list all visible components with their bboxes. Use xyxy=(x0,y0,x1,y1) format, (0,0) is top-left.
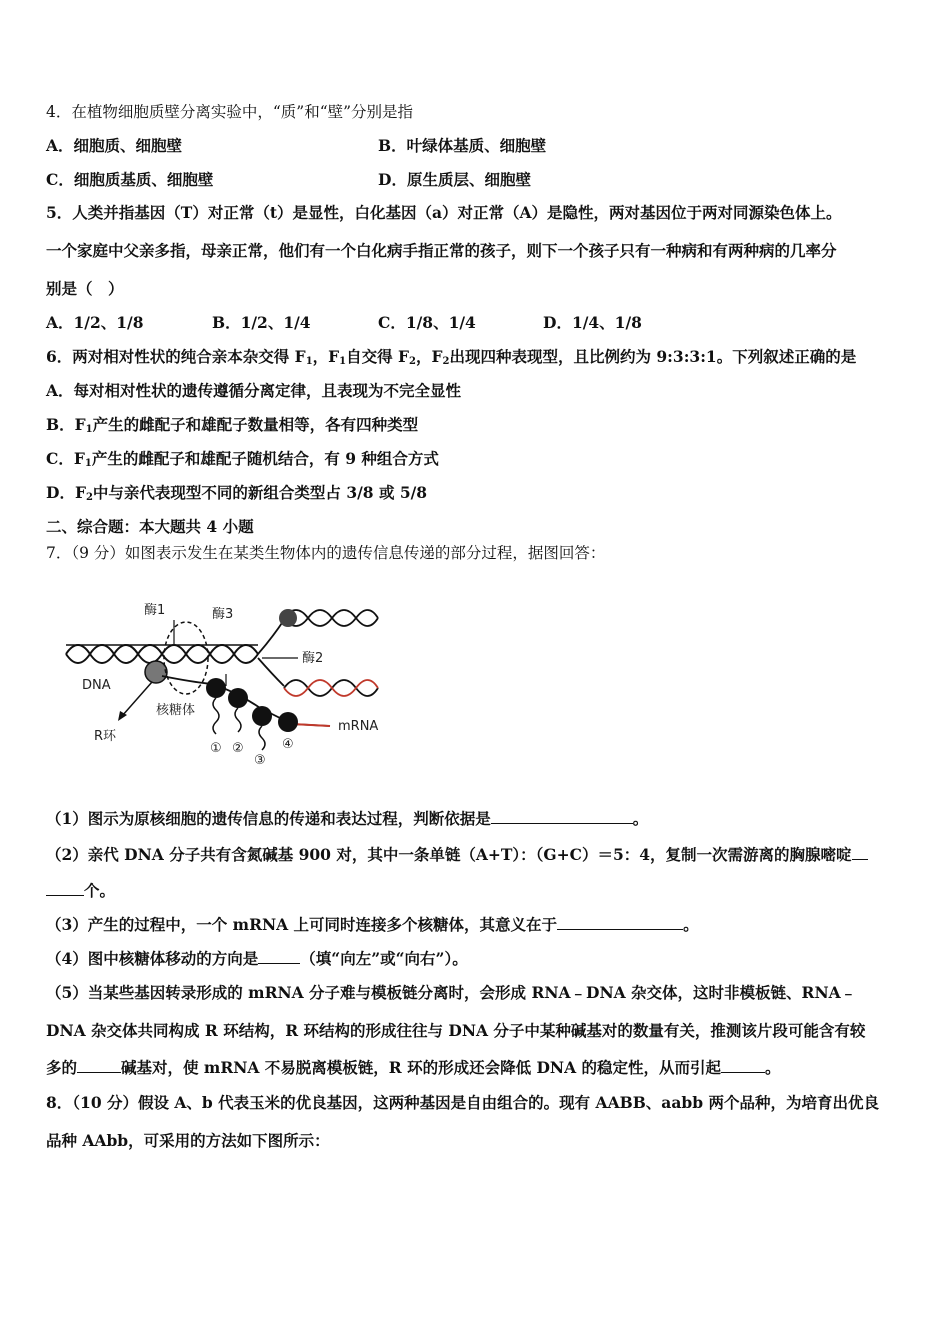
q7-part3-end: 。 xyxy=(683,915,699,934)
q4-option-c: C．细胞质基质、细胞壁 xyxy=(46,170,214,189)
q5-option-b: B．1/2、1/4 xyxy=(212,313,311,332)
q7-part5-line2: DNA 杂交体共同构成 R 环结构，R 环结构的形成往往与 DNA 分子中某种碱基对的数量有关，推测该片段可能含有较 xyxy=(46,1021,866,1040)
q6-sub-f1-a: 1 xyxy=(305,356,313,367)
label-ribosome: 核糖体 xyxy=(156,703,196,718)
ribosome-3 xyxy=(252,706,272,726)
ribosome-1 xyxy=(206,678,226,698)
label-enzyme1: 酶1 xyxy=(144,603,166,618)
q7-part5-text-c: 。 xyxy=(765,1058,781,1077)
q6-stem xyxy=(46,347,856,372)
q7-part3-text: （3）产生的过程中，一个 mRNA 上可同时连接多个核糖体，其意义在于 xyxy=(46,915,558,934)
q6-option-d xyxy=(46,483,427,508)
q7-part1 xyxy=(46,809,648,829)
q7-part5-text-b: 碱基对，使 mRNA 不易脱离模板链，R 环的形成还会降低 DNA 的稳定性，从而引起 xyxy=(121,1058,721,1077)
q5-stem-line1: 5．人类并指基因（T）对正常（t）是显性，白化基因（a）对正常（A）是隐性，两对基因位于两对同源染色体上。 xyxy=(46,203,842,222)
q6-stem-part-a: 6．两对相对性状的纯合亲本杂交得 F xyxy=(46,347,306,366)
q7-part5-line1: （5）当某些基因转录形成的 mRNA 分子难与模板链分离时，会形成 RNA﹣DNA 杂交体，这时非模板链、RNA﹣ xyxy=(46,983,857,1002)
daughter-helix-bottom-b xyxy=(284,680,378,696)
q7-part2-end: 个。 xyxy=(84,881,116,900)
label-enzyme2: 酶2 xyxy=(302,651,324,666)
q6-option-b-pre: B．F xyxy=(46,415,86,434)
r-loop-arrow-line xyxy=(122,682,152,716)
q6-option-d-pre: D．F xyxy=(46,483,86,502)
q7-stem: 7．（9 分）如图表示发生在某类生物体内的遗传信息传递的部分过程，据图回答： xyxy=(46,544,606,562)
q6-option-c xyxy=(46,449,439,474)
q6-option-c-pre: C．F xyxy=(46,449,85,468)
q8-line1: 8．（10 分）假设 A、b 代表玉米的优良基因，这两种基因是自由组合的。现有 AABB、aabb 两个品种，为培育出优良 xyxy=(46,1093,879,1112)
q7-part2-line1 xyxy=(46,845,868,865)
q5-option-d: D．1/4、1/8 xyxy=(543,313,642,332)
q7-part1-blank[interactable] xyxy=(491,809,633,824)
q5-option-c: C．1/8、1/4 xyxy=(378,313,476,332)
ribosome-2 xyxy=(228,688,248,708)
label-enzyme3: 酶3 xyxy=(212,607,234,622)
q6-stem-part-b: ，F xyxy=(312,347,340,366)
q7-part4-blank[interactable] xyxy=(258,949,300,964)
q6-stem-part-e: 出现四种表现型，且比例约为 9:3:3:1。下列叙述正确的是 xyxy=(449,347,857,366)
q4-option-a: A．细胞质、细胞壁 xyxy=(46,136,183,155)
q7-part5-blank-a[interactable] xyxy=(77,1058,121,1073)
q7-part2-blank-a[interactable] xyxy=(852,845,868,860)
q7-part3-blank[interactable] xyxy=(557,915,683,930)
label-circle-1: ① xyxy=(210,741,222,756)
fork-lower-strand xyxy=(258,658,284,686)
q7-part5-text-a: 多的 xyxy=(46,1058,78,1077)
q7-part1-text: （1）图示为原核细胞的遗传信息的传递和表达过程，判断依据是 xyxy=(46,809,491,828)
label-r-loop: R环 xyxy=(94,729,117,744)
q6-option-c-post: 产生的雌配子和雄配子随机结合，有 9 种组合方式 xyxy=(91,449,439,468)
q6-option-a: A．每对相对性状的遗传遵循分离定律，且表现为不完全显性 xyxy=(46,381,462,400)
q6-sub-f2-b: 2 xyxy=(442,356,450,367)
q6-option-b xyxy=(46,415,418,440)
q4-stem: 4．在植物细胞质壁分离实验中，“质”和“壁”分别是指 xyxy=(46,103,414,121)
q6-option-b-sub: 1 xyxy=(85,424,93,435)
label-dna: DNA xyxy=(82,678,111,693)
section2-title: 二、综合题：本大题共 4 小题 xyxy=(46,517,254,536)
q6-option-b-post: 产生的雌配子和雄配子数量相等，各有四种类型 xyxy=(92,415,419,434)
q7-part4-end: （填“向左”或“向右”）。 xyxy=(300,949,468,968)
q6-option-d-sub: 2 xyxy=(85,492,93,503)
q4-option-b: B．叶绿体基质、细胞壁 xyxy=(378,136,547,155)
q6-stem-part-d: ，F xyxy=(416,347,443,366)
q8-line2: 品种 AAbb，可采用的方法如下图所示： xyxy=(46,1131,330,1150)
q7-part2-text: （2）亲代 DNA 分子共有含氮碱基 900 对，其中一条单链（A+T）：（G+C）＝5：4，复制一次需游离的胸腺嘧啶 xyxy=(46,845,852,864)
q5-stem-line3: 别是（ ） xyxy=(46,279,124,298)
label-circle-4: ④ xyxy=(282,737,294,752)
q5-stem-line2: 一个家庭中父亲多指，母亲正常，他们有一个白化病手指正常的孩子，则下一个孩子只有一种病和有两种病的几率分 xyxy=(46,241,837,260)
peptide-2 xyxy=(235,708,241,732)
q6-option-c-sub: 1 xyxy=(84,458,92,469)
peptide-3 xyxy=(259,726,265,750)
q7-part2-line2 xyxy=(46,881,115,901)
q7-part2-blank-b[interactable] xyxy=(46,881,84,896)
label-mrna: mRNA xyxy=(338,719,379,734)
ribosome-4 xyxy=(278,712,298,732)
q7-part4 xyxy=(46,949,468,969)
q7-part4-text: （4）图中核糖体移动的方向是 xyxy=(46,949,259,968)
label-circle-3: ③ xyxy=(254,753,266,768)
q6-stem-part-c: 自交得 F xyxy=(346,347,410,366)
q7-part5-blank-b[interactable] xyxy=(721,1058,765,1073)
q5-option-a: A．1/2、1/8 xyxy=(46,313,144,332)
q6-sub-f2-a: 2 xyxy=(409,356,417,367)
enzyme3-blob xyxy=(279,609,297,627)
q7-part3 xyxy=(46,915,699,935)
q4-option-d: D．原生质层、细胞壁 xyxy=(378,170,531,189)
gene-expression-figure xyxy=(62,596,392,776)
label-circle-2: ② xyxy=(232,741,244,756)
daughter-helix-top-b xyxy=(284,610,378,626)
peptide-1 xyxy=(213,698,219,734)
q6-sub-f1-b: 1 xyxy=(339,356,347,367)
q6-option-d-post: 中与亲代表现型不同的新组合类型占 3/8 或 5/8 xyxy=(92,483,428,502)
q7-part5-line3 xyxy=(46,1058,781,1078)
q7-part1-end: 。 xyxy=(632,809,649,828)
